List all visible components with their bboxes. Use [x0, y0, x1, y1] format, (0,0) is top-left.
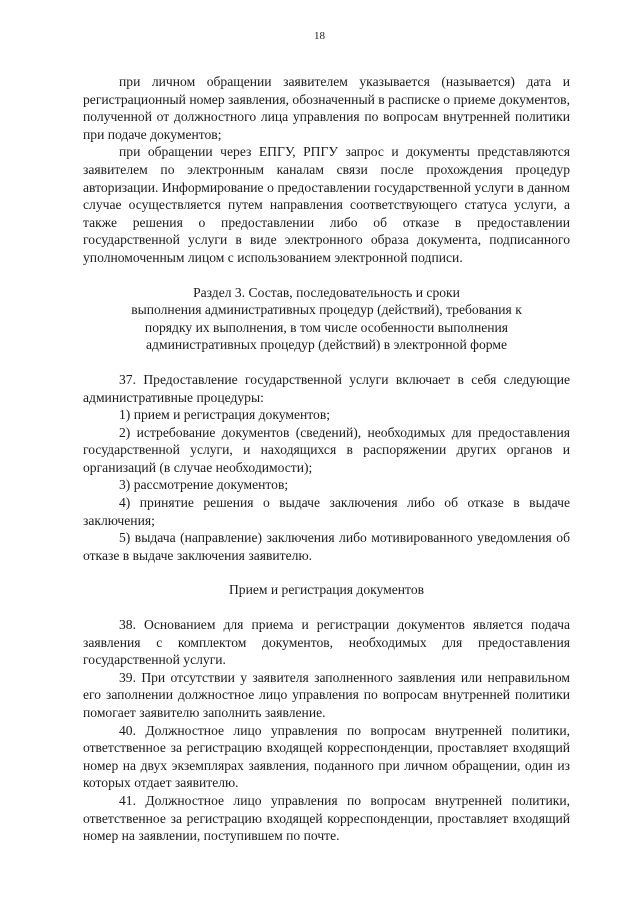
clause-37-item-1: 1) прием и регистрация документов; [119, 407, 331, 423]
clause-40: 40. Должностное лицо управления по вопросам внутренней политики, ответственное за регистрацию входящей корреспонденции, проставляет входящий номер на двух экземплярах заявления, поданного при личном обращении, один из которых отдает заявителю. [83, 722, 570, 791]
page-number: 18 [314, 30, 325, 42]
document-body [83, 73, 570, 845]
spacer [83, 354, 570, 371]
section-3-heading-line-1: Раздел 3. Состав, последовательность и сроки [193, 284, 460, 300]
section-3-heading-line-3: порядку их выполнения, в том числе особенности выполнения [144, 319, 509, 335]
paragraph-epgu-request: при обращении через ЕПГУ, РПГУ запрос и документы представляются заявителем по электронным каналам связи после прохождения процедур авторизации. Информирование о предоставлении государственной услуги в данном случае осуществляется путем направления соответствующего статуса услуги, а также решения о предоставлении либо об отказе в предоставлении государственной услуги в виде электронного образа документа, подписанного уполномоченным лицом с использованием электронной подписи. [83, 144, 570, 265]
spacer [83, 267, 570, 284]
clause-37-item-2: 2) истребование документов (сведений), необходимых для предоставления государственной услуги, и находящихся в распоряжении других органов и организаций (в случае необходимости); [83, 424, 570, 475]
clause-37-item-5: 5) выдача (направление) заключения либо мотивированного уведомления об отказе в выдаче заключения заявителю. [83, 530, 570, 563]
paragraph-personal-request: при личном обращении заявителем указывается (называется) дата и регистрационный номер заявления, обозначенный в расписке о приеме документов, полученной от должностного лица управления по вопросам внутренней политики при подаче документов; [83, 74, 570, 142]
clause-41: 41. Должностное лицо управления по вопросам внутренней политики, ответственное за регистрацию входящей корреспонденции, проставляет входящий номер на заявлении, поступившем по почте. [83, 792, 570, 844]
section-3-heading-line-4: административных процедур (действий) в электронной форме [146, 337, 507, 353]
clause-38: 38. Основанием для приема и регистрации документов является подача заявления с комплектом документов, необходимых для предоставления государственной услуги. [83, 617, 570, 668]
spacer [83, 564, 570, 581]
clause-39: 39. При отсутствии у заявителя заполненного заявления или неправильном его заполнении должностное лицо управления по вопросам внутренней политики помогает заявителю заполнить заявление. [83, 669, 570, 720]
section-3-heading [83, 284, 570, 354]
subsection-heading: Прием и регистрация документов [228, 582, 425, 598]
spacer [83, 599, 570, 616]
clause-37-item-4: 4) принятие решения о выдаче заключения либо об отказе в выдаче заключения; [83, 495, 570, 528]
clause-37-item-3: 3) рассмотрение документов; [119, 477, 289, 493]
section-3-heading-line-2: выполнения административных процедур (действий), требования к [131, 302, 522, 318]
clause-37-intro: 37. Предоставление государственной услуги включает в себя следующие административные процедуры: [83, 371, 570, 405]
